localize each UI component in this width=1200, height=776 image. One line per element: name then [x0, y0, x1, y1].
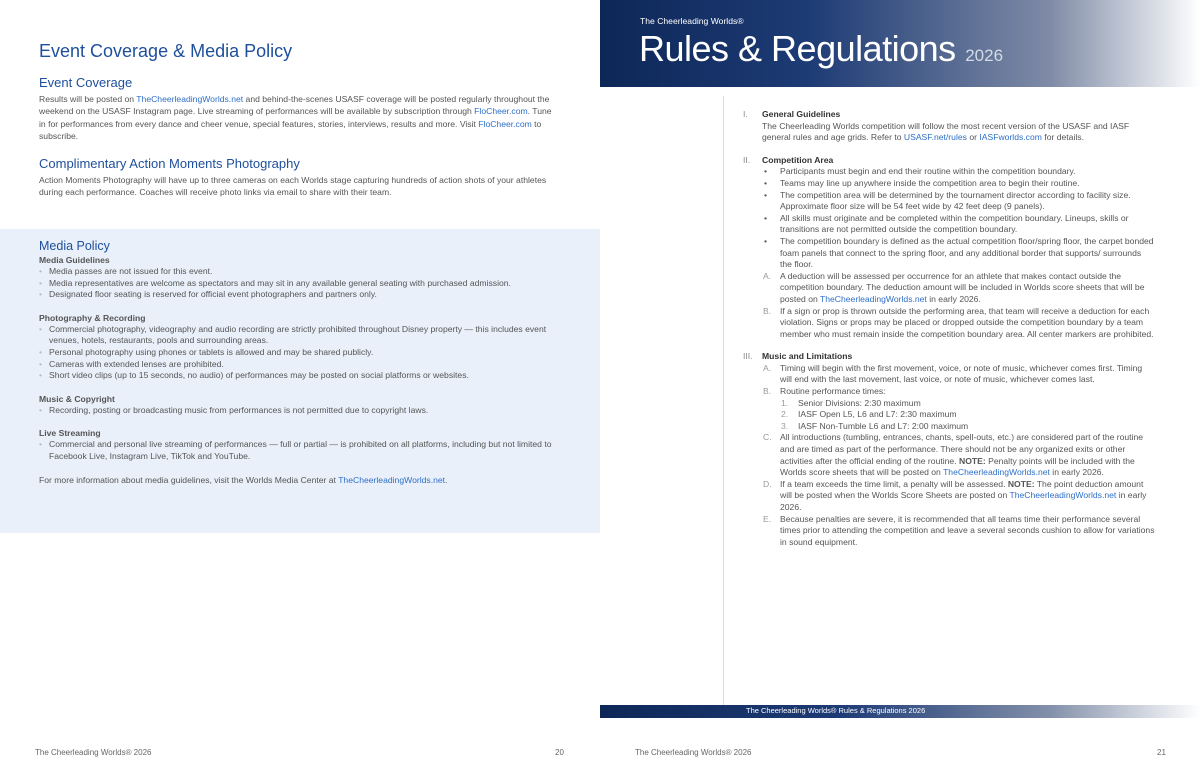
- section-number: II.: [743, 154, 751, 165]
- text-run: or: [966, 132, 980, 143]
- list-item: [762, 271, 1155, 306]
- list-item: • Commercial photography, videography and audio recording are strictly prohibited throughout Disney property — this includes event venues, hotels, restaurants, pools and surrounding areas.: [39, 324, 559, 347]
- text-run: If a sign or prop is thrown outside the performing area, that team will receive a deduction for each violation. Signs or props may be placed or dropped outside the competition boundary by a team member who must remain inside the competition boundary area. All center markers are prohibited.: [780, 305, 1154, 339]
- item-marker: E.: [763, 513, 772, 524]
- text-run: If a team exceeds the time limit, a penalty will be assessed.: [780, 478, 1008, 489]
- media-policy-heading: Media Policy: [39, 239, 110, 253]
- list-item: [762, 514, 1155, 549]
- section-number: I.: [743, 109, 748, 119]
- area-bullets: [762, 166, 1155, 270]
- note-label: NOTE:: [1007, 478, 1035, 489]
- text-run: Timing will begin with the first movement, voice, or note of music, whichever comes first. Timing will end with the last movement, last voice, or note of music, whichever comes last.: [780, 362, 1143, 385]
- text-run: . Tune in for performances from every dance and cheer venue, special features, stories, interviews, results and more. Visit: [39, 106, 552, 129]
- item-marker: 1.: [781, 397, 789, 408]
- list-item: • Designated floor seating is reserved for official event photographers and partners only.: [39, 289, 559, 301]
- times-list: [780, 398, 1155, 433]
- media-policy-box: [0, 229, 600, 533]
- flocheer-link[interactable]: FloCheer.com: [474, 106, 528, 117]
- divider: [723, 96, 724, 706]
- footer-title: The Cheerleading Worlds® 2026: [35, 748, 152, 757]
- text-run: to subscribe.: [39, 118, 542, 142]
- worlds-site-link[interactable]: TheCheerleadingWorlds.net: [136, 94, 244, 104]
- item-marker: B.: [763, 305, 772, 316]
- note-label: NOTE:: [958, 455, 986, 466]
- text-run: The point deduction amount will be posted when the Worlds Score Sheets are posted on: [780, 478, 1144, 501]
- text-run: Routine performance times:: [780, 386, 886, 397]
- list-item: [762, 363, 1155, 386]
- section-heading: Music and Limitations: [762, 351, 853, 362]
- iasf-link[interactable]: IASFworlds.com: [979, 132, 1042, 143]
- header-banner: [600, 0, 1200, 87]
- music-lettered-list: [762, 363, 1155, 549]
- text-run: Senior Divisions: 2:30 maximum: [798, 397, 921, 408]
- event-coverage-heading: Event Coverage: [39, 75, 133, 90]
- section-heading: General Guidelines: [762, 109, 841, 119]
- section-text: [762, 121, 1155, 144]
- usasf-rules-link[interactable]: USASF.net/rules: [903, 132, 967, 143]
- text-run: All introductions (tumbling, entrances, chants, spell-outs, etc.) are considered part of the routine and are timed as part of the performance. There should not be any organized exits or other activities after the official ending of the routine.: [780, 432, 1144, 466]
- section-number: III.: [743, 351, 753, 362]
- text-run: in early 2026.: [1049, 467, 1104, 478]
- page-title: Event Coverage & Media Policy: [39, 41, 293, 61]
- item-marker: B.: [763, 386, 772, 397]
- text-run: Results will be posted on: [39, 94, 137, 104]
- item-marker: D.: [763, 478, 772, 489]
- list-item: • Media passes are not issued for this event.: [39, 266, 559, 278]
- text-run: .: [445, 474, 448, 485]
- list-item: [762, 432, 1155, 478]
- text-run: For more information about media guidelines, visit the Worlds Media Center at: [39, 474, 339, 485]
- text-run: IASF Non-Tumble L6 and L7: 2:00 maximum: [798, 420, 969, 431]
- media-group-title: Music & Copyright: [39, 393, 115, 404]
- rule-section-general: [740, 109, 1155, 144]
- list-item: [780, 398, 1155, 410]
- banner-title-text: Rules & Regulations: [639, 28, 956, 69]
- text-run: The Cheerleading Worlds competition will follow the most recent version of the USASF and IASF general rules and age grids. Refer to: [762, 120, 1130, 143]
- media-policy-content: [39, 239, 559, 486]
- photography-section: [39, 156, 559, 199]
- worlds-site-link[interactable]: TheCheerleadingWorlds.net: [819, 293, 927, 304]
- media-group-list: [39, 405, 559, 417]
- photography-text: Action Moments Photography will have up to three cameras on each Worlds stage capturing hundreds of action shots of your athletes during each performance. Coaches will receive photo links via email to share with their team.: [39, 175, 547, 198]
- page-number: 20: [555, 748, 564, 757]
- right-page: [600, 0, 1200, 776]
- text-run: in early 2026.: [780, 490, 1147, 512]
- list-item: • Commercial and personal live streaming of performances — full or partial — is prohibited on all platforms, including but not limited to Facebook Live, Instagram Live, TikTok and YouTube.: [39, 439, 559, 462]
- rules-content: [740, 109, 1155, 559]
- list-item: [762, 386, 1155, 432]
- text-run: Penalty points will be included with the Worlds score sheets that will be posted on: [780, 455, 1135, 478]
- item-marker: 2.: [781, 409, 789, 420]
- item-marker: A.: [763, 270, 772, 281]
- list-item: • Media representatives are welcome as spectators and may sit in any available general seating with purchased admission.: [39, 278, 559, 290]
- more-info-text: [39, 474, 559, 486]
- list-item: • All skills must originate and be completed within the competition boundary. Lineups, skills or transitions are not permitted outside the competition boundary.: [762, 213, 1155, 236]
- photography-heading: Complimentary Action Moments Photography: [39, 156, 300, 171]
- bottom-banner-text: The Cheerleading Worlds® Rules & Regulations 2026: [746, 706, 926, 715]
- media-groups: [39, 254, 559, 463]
- rule-section-music: [740, 351, 1155, 548]
- text-run: for details.: [1041, 132, 1084, 143]
- media-group-title: Live Streaming: [39, 428, 101, 439]
- list-item: [780, 409, 1155, 421]
- banner-title: [639, 28, 1003, 70]
- banner-brand: The Cheerleading Worlds®: [640, 16, 744, 26]
- area-lettered-list: [762, 271, 1155, 341]
- bottom-banner: [600, 705, 1200, 718]
- rule-section-area: [740, 155, 1155, 341]
- flocheer-link-2[interactable]: FloCheer.com: [478, 118, 532, 129]
- text-run: IASF Open L5, L6 and L7: 2:30 maximum: [798, 409, 957, 420]
- page-number: 21: [1157, 748, 1166, 757]
- worlds-site-link[interactable]: TheCheerleadingWorlds.net: [1009, 490, 1117, 501]
- item-marker: 3.: [781, 420, 789, 431]
- media-group-list: [39, 439, 559, 462]
- list-item: • Cameras with extended lenses are prohibited.: [39, 359, 559, 371]
- text-run: A deduction will be assessed per occurrence for an athlete that makes contact outside the competition boundary. The deduction amount will be included in Worlds score sheets that will be posted on: [780, 270, 1145, 304]
- list-item: • Recording, posting or broadcasting music from performances is not permitted due to copyright laws.: [39, 405, 559, 417]
- media-group-list: [39, 324, 559, 382]
- media-center-link[interactable]: TheCheerleadingWorlds.net: [338, 474, 446, 485]
- event-coverage-section: [39, 75, 559, 143]
- list-item: • Participants must begin and end their routine within the competition boundary.: [762, 166, 1155, 178]
- text-run: Because penalties are severe, it is recommended that all teams time their performance several times prior to attending the competition and leave a several seconds cushion to allow for variations in sound equipment.: [780, 513, 1155, 547]
- media-group-title: Photography & Recording: [39, 312, 146, 323]
- item-marker: A.: [763, 362, 772, 373]
- list-item: • Teams may line up anywhere inside the competition area to begin their routine.: [762, 178, 1155, 190]
- footer-title: The Cheerleading Worlds® 2026: [635, 748, 752, 757]
- list-item: [780, 421, 1155, 433]
- worlds-site-link[interactable]: TheCheerleadingWorlds.net: [943, 467, 1050, 478]
- banner-year: 2026: [965, 46, 1004, 65]
- list-item: • Personal photography using phones or tablets is allowed and may be shared publicly.: [39, 347, 559, 359]
- section-heading: Competition Area: [762, 154, 834, 165]
- event-coverage-text: [39, 93, 559, 143]
- text-run: and behind-the-scenes USASF coverage will be posted regularly throughout the weekend on the USASF Instagram page. Live streaming of performances will be available by subscription through: [39, 94, 550, 117]
- list-item: [762, 479, 1155, 514]
- text-run: in early 2026.: [926, 293, 981, 304]
- list-item: [762, 306, 1155, 341]
- list-item: • The competition area will be determined by the tournament director according to facility size. Approximate floor size will be 54 feet wide by 42 feet deep (9 panels).: [762, 190, 1155, 213]
- list-item: • Short video clips (up to 15 seconds, no audio) of performances may be posted on social platforms or websites.: [39, 370, 559, 382]
- item-marker: C.: [763, 432, 772, 443]
- list-item: • The competition boundary is defined as the actual competition floor/spring floor, the carpet bonded foam panels that connect to the spring floor, and any additional border that supports/ surrounds the floor.: [762, 236, 1155, 271]
- media-group-title: Media Guidelines: [39, 255, 110, 265]
- media-group-list: [39, 266, 559, 301]
